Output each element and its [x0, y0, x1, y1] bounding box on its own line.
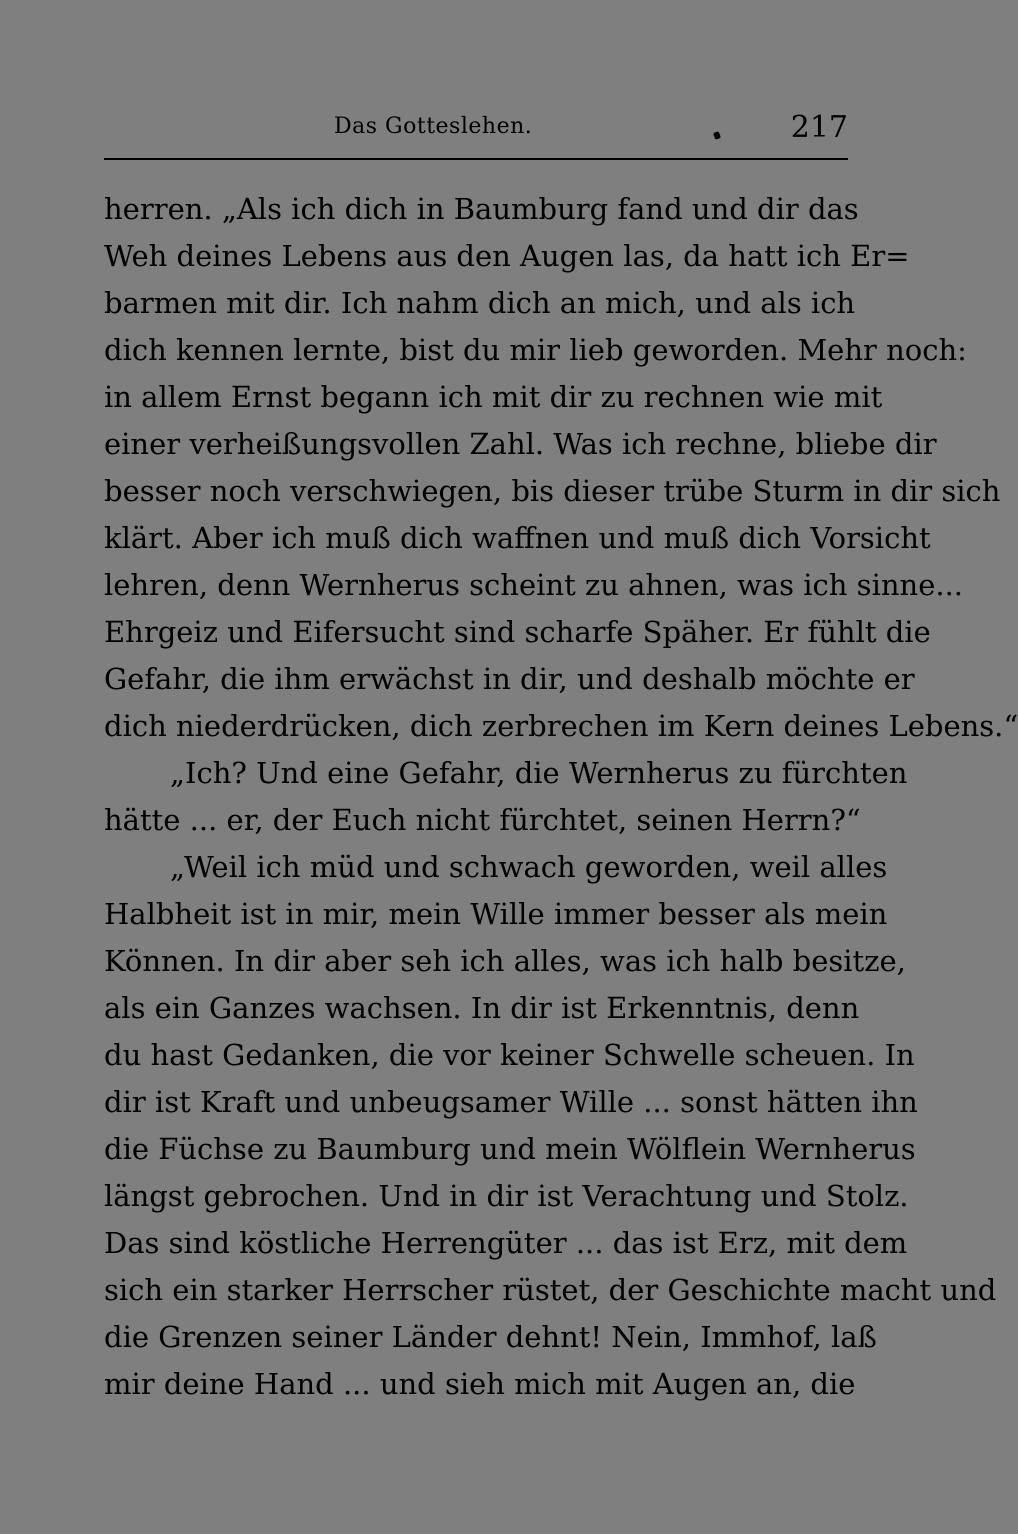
text-line: lehren, denn Wernherus scheint zu ahnen, was ich sinne...: [104, 568, 964, 602]
text-line: besser noch verschwiegen, bis dieser trübe Sturm in dir sich: [104, 474, 1001, 508]
text-line: in allem Ernst begann ich mit dir zu rechnen wie mit: [104, 380, 883, 414]
text-line: „Weil ich müd und schwach geworden, weil alles: [170, 850, 888, 884]
text-line: die Grenzen seiner Länder dehnt! Nein, Immhof, laß: [104, 1320, 877, 1354]
text-line: barmen mit dir. Ich nahm dich an mich, und als ich: [104, 286, 856, 320]
text-line: Gefahr, die ihm erwächst in dir, und deshalb möchte er: [104, 662, 915, 696]
ink-speck: [713, 131, 721, 140]
text-line: dich niederdrücken, dich zerbrechen im Kern deines Lebens.“: [104, 709, 1018, 743]
page-number: 217: [790, 110, 848, 145]
text-line: herren. „Als ich dich in Baumburg fand und dir das: [104, 192, 859, 226]
body-text: [104, 186, 1018, 1408]
text-line: sich ein starker Herrscher rüstet, der Geschichte macht und: [104, 1273, 997, 1307]
text-line: längst gebrochen. Und in dir ist Verachtung und Stolz.: [104, 1179, 909, 1213]
text-line: Das sind köstliche Herrengüter ... das ist Erz, mit dem: [104, 1226, 908, 1260]
text-line: Können. In dir aber seh ich alles, was ich halb besitze,: [104, 944, 906, 978]
text-line: hätte ... er, der Euch nicht fürchtet, seinen Herrn?“: [104, 803, 861, 837]
text-line: Ehrgeiz und Eifersucht sind scharfe Späher. Er fühlt die: [104, 615, 931, 649]
text-line: Weh deines Lebens aus den Augen las, da hatt ich Er=: [104, 239, 910, 273]
text-line: dich kennen lernte, bist du mir lieb geworden. Mehr noch:: [104, 333, 967, 367]
running-title: Das Gotteslehen.: [334, 114, 533, 139]
header-rule: [104, 158, 848, 160]
text-line: die Füchse zu Baumburg und mein Wölflein Wernherus: [104, 1132, 916, 1166]
text-line: dir ist Kraft und unbeugsamer Wille ... sonst hätten ihn: [104, 1085, 918, 1119]
text-line: mir deine Hand ... und sieh mich mit Augen an, die: [104, 1367, 856, 1401]
text-line: du hast Gedanken, die vor keiner Schwelle scheuen. In: [104, 1038, 915, 1072]
running-head: [104, 110, 848, 150]
text-line: klärt. Aber ich muß dich waffnen und muß dich Vorsicht: [104, 521, 931, 555]
text-line: als ein Ganzes wachsen. In dir ist Erkenntnis, denn: [104, 991, 860, 1025]
text-line: einer verheißungsvollen Zahl. Was ich rechne, bliebe dir: [104, 427, 937, 461]
text-line: „Ich? Und eine Gefahr, die Wernherus zu fürchten: [170, 756, 908, 790]
text-line: Halbheit ist in mir, mein Wille immer besser als mein: [104, 897, 888, 931]
